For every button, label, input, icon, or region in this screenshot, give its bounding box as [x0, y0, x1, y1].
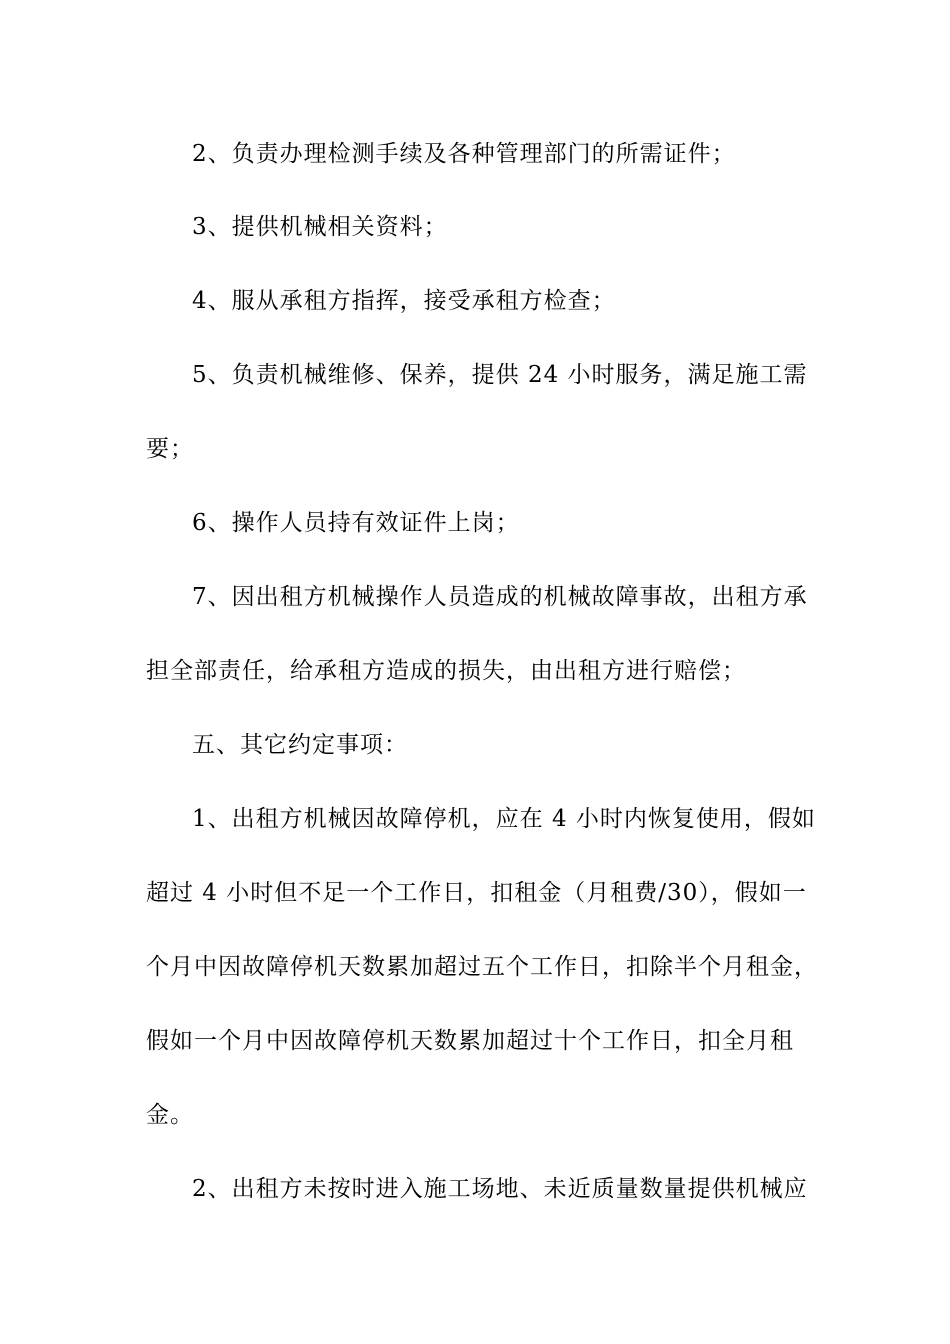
paragraph-line: 2、出租方未按时进入施工场地、未近质量数量提供机械应 [192, 1176, 808, 1202]
section-heading: 五、其它约定事项： [192, 732, 408, 758]
paragraph-line: 7、因出租方机械操作人员造成的机械故障事故，出租方承 [192, 584, 808, 610]
paragraph-line: 2、负责办理检测手续及各种管理部门的所需证件； [192, 141, 736, 167]
paragraph-line: 个月中因故障停机天数累加超过五个工作日，扣除半个月租金， [146, 954, 818, 980]
paragraph-line: 金。 [146, 1102, 194, 1128]
paragraph-line: 5、负责机械维修、保养，提供 24 小时服务，满足施工需 [192, 362, 808, 388]
paragraph-line: 3、提供机械相关资料； [192, 214, 448, 240]
paragraph-line: 6、操作人员持有效证件上岗； [192, 510, 520, 536]
paragraph-line: 4、服从承租方指挥，接受承租方检查； [192, 288, 616, 314]
paragraph-line: 担全部责任，给承租方造成的损失，由出租方进行赔偿； [146, 658, 746, 684]
paragraph-line: 1、出租方机械因故障停机，应在 4 小时内恢复使用，假如 [192, 806, 816, 832]
paragraph-line: 假如一个月中因故障停机天数累加超过十个工作日，扣全月租 [146, 1028, 794, 1054]
paragraph-line: 要； [146, 436, 194, 462]
paragraph-line: 超过 4 小时但不足一个工作日，扣租金（月租费/30），假如一 [146, 880, 807, 906]
